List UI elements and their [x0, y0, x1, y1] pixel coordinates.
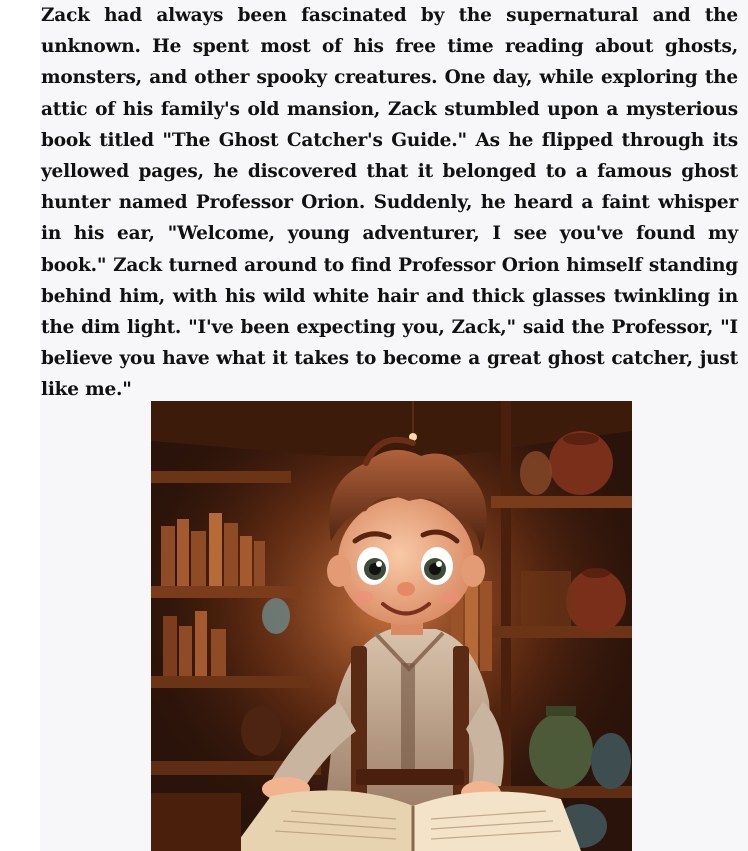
green-jar	[529, 713, 593, 789]
round-vase	[566, 569, 626, 633]
boy-nose	[397, 582, 415, 596]
boy-reading-book-illustration	[151, 401, 632, 851]
table-edge	[151, 793, 241, 851]
story-paragraph: Zack had always been fascinated by the supernatural and the unknown. He spent most of his free time reading about ghosts, monsters, and other spooky creatures. One day, while exploring the attic of his family's old mansion, Zack stumbled upon a mysterious book titled "The Ghost Catcher's Guide." As he flipped through its yellowed pages, he discovered that it belonged to a famous ghost hunter named Professor Orion. Suddenly, he heard a faint whisper in his ear, "Welcome, young adventurer, I see you've found my book." Zack turned around to find Professor Orion himself standing behind him, with his wild white hair and thick glasses twinkling in the dim light. "I've been expecting you, Zack," said the Professor, "I believe you have what it takes to become a great ghost catcher, just like me."	[41, 5, 738, 401]
